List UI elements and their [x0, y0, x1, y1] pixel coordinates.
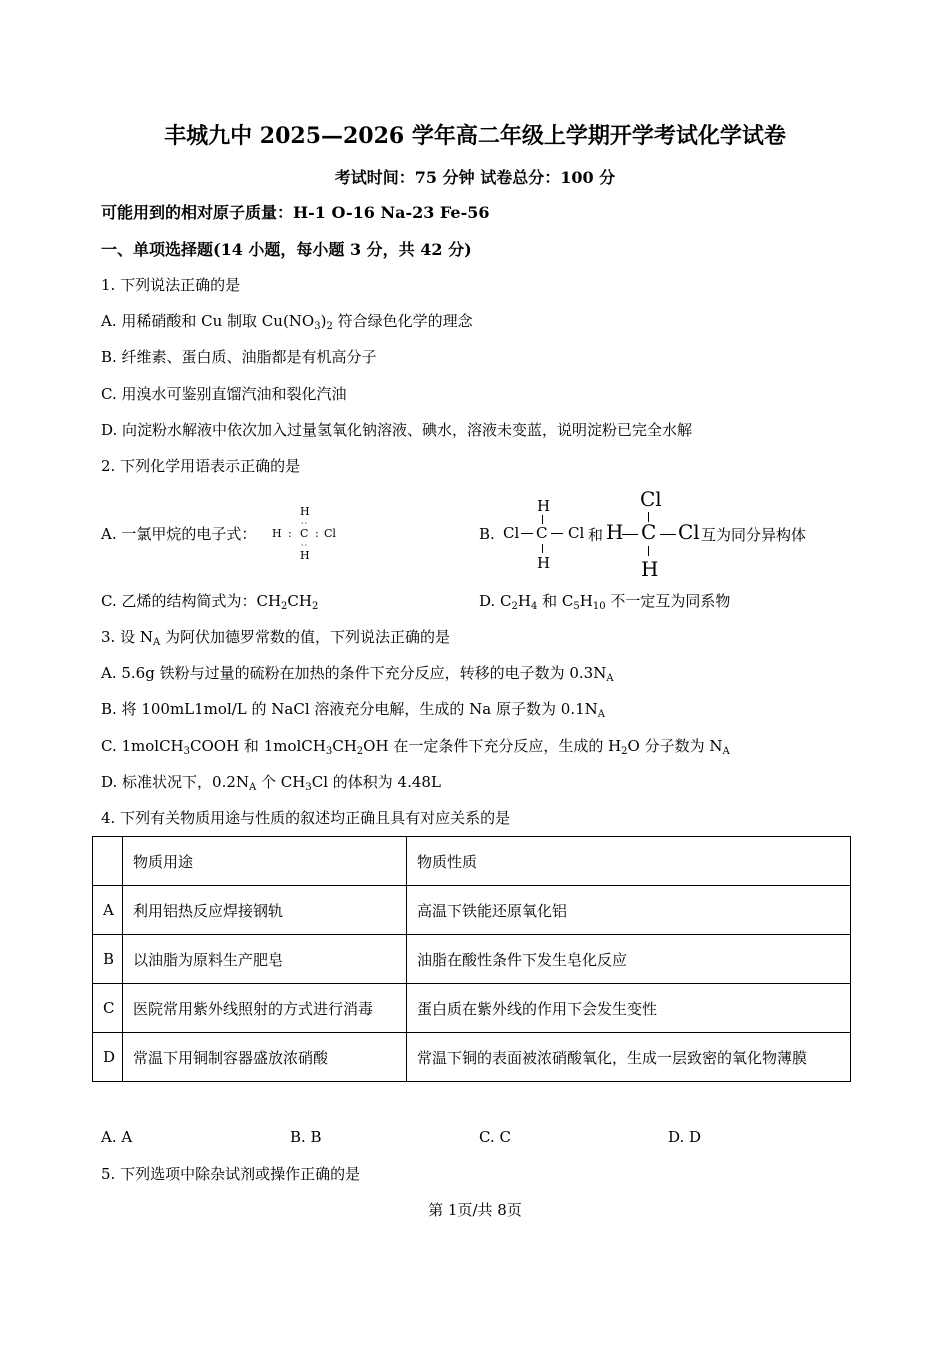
text-segment: O 分子数为 N [627, 737, 723, 755]
text-segment: B. 纤维素、蛋白质、油脂都是有机高分子 [101, 348, 377, 366]
text-segment: C. 乙烯的结构简式为：CH [101, 592, 282, 610]
subscript: A [606, 673, 614, 684]
electron-formula-h-top: H [300, 505, 310, 518]
text-segment: H [517, 592, 531, 610]
structure2-cl-top: Cl [640, 487, 662, 511]
structure2-cl-right: Cl [678, 520, 700, 544]
subscript: 2 [326, 321, 333, 332]
table-cell: 常温下用铜制容器盛放浓硝酸 [123, 1033, 407, 1082]
text-segment: 符合绿色化学的理念 [332, 312, 473, 330]
subscript: 2 [281, 601, 288, 612]
text-segment: B. 将 100mL1mol/L 的 NaCl 溶液充分电解，生成的 Na 原子数为 0.1N [101, 700, 598, 718]
text-segment: H [579, 592, 593, 610]
question-1 [101, 275, 240, 295]
text-segment: 2. 下列化学用语表示正确的是 [101, 457, 301, 475]
table-header-cell [93, 837, 123, 886]
q1-option-b [101, 347, 377, 367]
table-cell: C [93, 984, 123, 1033]
text-segment: CH [332, 737, 357, 755]
bond [542, 544, 543, 553]
table-cell: 医院常用紫外线照射的方式进行消毒 [123, 984, 407, 1033]
table-cell: 蛋白质在紫外线的作用下会发生变性 [407, 984, 851, 1033]
subscript: 10 [592, 601, 606, 612]
bond [551, 533, 563, 534]
table-header-cell: 物质用途 [123, 837, 407, 886]
subscript: 2 [356, 746, 364, 757]
structure1-h-top: H [537, 497, 551, 515]
q4-answer-d: D. D [668, 1128, 702, 1146]
table-cell: B [93, 935, 123, 984]
electron-pair: : [288, 527, 292, 540]
question-4 [101, 808, 510, 828]
text-segment: 为阿伏加德罗常数的值，下列说法正确的是 [160, 628, 450, 646]
subscript: 4 [530, 601, 538, 612]
text-segment: A. 用稀硝酸和 Cu 制取 Cu(NO [101, 312, 315, 330]
electron-pair-top: ·· [301, 519, 309, 528]
subscript: 3 [183, 746, 191, 757]
section-heading: 一、单项选择题(14 小题，每小题 3 分，共 42 分) [101, 240, 472, 259]
structure1-cl-right: Cl [568, 524, 585, 542]
q1-option-d [101, 420, 692, 440]
text-segment: CH [287, 592, 312, 610]
table-header-row [93, 837, 851, 886]
table-row [93, 984, 851, 1033]
exam-subtitle: 考试时间：75 分钟 试卷总分：100 分 [334, 168, 616, 187]
subscript: 2 [311, 601, 319, 612]
bond [622, 534, 638, 535]
table-cell: 油脂在酸性条件下发生皂化反应 [407, 935, 851, 984]
table-header-cell: 物质性质 [407, 837, 851, 886]
q4-answer-c: C. C [479, 1128, 511, 1146]
structure2-h-bottom: H [641, 557, 659, 581]
table-cell: A [93, 886, 123, 935]
subscript: A [249, 782, 257, 793]
electron-formula-h-bottom: H [300, 549, 310, 562]
q4-table [92, 836, 851, 1082]
table-cell: 常温下铜的表面被浓硝酸氧化，生成一层致密的氧化物薄膜 [407, 1033, 851, 1082]
structure2-h-left: H [606, 520, 624, 544]
and-text: 和 [588, 526, 604, 544]
text-segment: D. 标准状况下，0.2N [101, 773, 250, 791]
question-5 [101, 1164, 360, 1184]
q1-option-a [101, 311, 473, 331]
question-3 [101, 627, 450, 647]
table-cell: 高温下铁能还原氧化铝 [407, 886, 851, 935]
q2-option-a-label: A. 一氯甲烷的电子式： [101, 525, 257, 543]
page-footer: 第 1页/共 8页 [428, 1201, 522, 1219]
text-segment: 5. 下列选项中除杂试剂或操作正确的是 [101, 1165, 361, 1183]
text-segment: 不一定互为同系物 [605, 592, 731, 610]
electron-formula-h-left: H [272, 527, 282, 540]
bond [521, 533, 533, 534]
q1-option-c [101, 384, 346, 404]
structure1-h-bottom: H [537, 554, 551, 572]
text-segment: A. 5.6g 铁粉与过量的硫粉在加热的条件下充分反应，转移的电子数为 0.3N [101, 664, 607, 682]
subscript: 2 [621, 746, 628, 757]
bond [542, 515, 543, 524]
text-segment: Cl 的体积为 4.48L [311, 773, 441, 791]
subscript: 3 [325, 746, 333, 757]
text-segment: D. 向淀粉水解液中依次加入过量氢氧化钠溶液、碘水，溶液未变蓝，说明淀粉已完全水解 [101, 421, 693, 439]
electron-formula-cl: Cl [324, 527, 336, 540]
text-segment: OH 在一定条件下充分反应，生成的 H [363, 737, 622, 755]
text-segment: 3. 设 N [101, 628, 153, 646]
subscript: A [722, 746, 730, 757]
subscript: 2 [511, 601, 518, 612]
text-segment: 和 C [537, 592, 574, 610]
q4-answer-b: B. B [290, 1128, 322, 1146]
table-row [93, 886, 851, 935]
table-cell: 以油脂为原料生产肥皂 [123, 935, 407, 984]
table-row [93, 1033, 851, 1082]
exam-title: 丰城九中 2025—2026 学年高二年级上学期开学考试化学试卷 [164, 123, 786, 149]
structure1-c: C [536, 524, 548, 542]
q3-option-a [101, 663, 614, 683]
atomic-masses: 可能用到的相对原子质量：H-1 O-16 Na-23 Fe-56 [101, 203, 490, 222]
bond [648, 546, 649, 556]
text-segment: 4. 下列有关物质用途与性质的叙述均正确且具有对应关系的是 [101, 809, 511, 827]
subscript: A [152, 637, 161, 648]
structure1-cl-left: Cl [503, 524, 520, 542]
text-segment: ) [320, 312, 327, 330]
bond [660, 534, 676, 535]
q2-option-d [479, 591, 730, 611]
q2-option-c [101, 591, 318, 611]
subscript: A [597, 709, 605, 720]
text-segment: 1. 下列说法正确的是 [101, 276, 241, 294]
q2-option-b-suffix: 互为同分异构体 [701, 526, 807, 544]
electron-pair: : [315, 527, 319, 540]
q3-option-d [101, 772, 441, 792]
text-segment: D. C [479, 592, 512, 610]
table-cell: D [93, 1033, 123, 1082]
structure2-c: C [641, 520, 657, 544]
electron-formula-c: C [300, 527, 309, 540]
text-segment: C. 1molCH [101, 737, 184, 755]
q3-option-c [101, 736, 730, 756]
q4-answer-a: A. A [101, 1128, 133, 1146]
text-segment: COOH 和 1molCH [190, 737, 326, 755]
subscript: 5 [573, 601, 580, 612]
electron-pair-bottom: ·· [301, 541, 309, 550]
table-cell: 利用铝热反应焊接钢轨 [123, 886, 407, 935]
bond [648, 512, 649, 522]
q3-option-b [101, 699, 605, 719]
q2-option-b-label: B. [479, 525, 495, 543]
subscript: 3 [305, 782, 312, 793]
text-segment: 个 CH [256, 773, 306, 791]
question-2 [101, 456, 300, 476]
table-row [93, 935, 851, 984]
text-segment: C. 用溴水可鉴别直馏汽油和裂化汽油 [101, 385, 347, 403]
subscript: 3 [314, 321, 321, 332]
